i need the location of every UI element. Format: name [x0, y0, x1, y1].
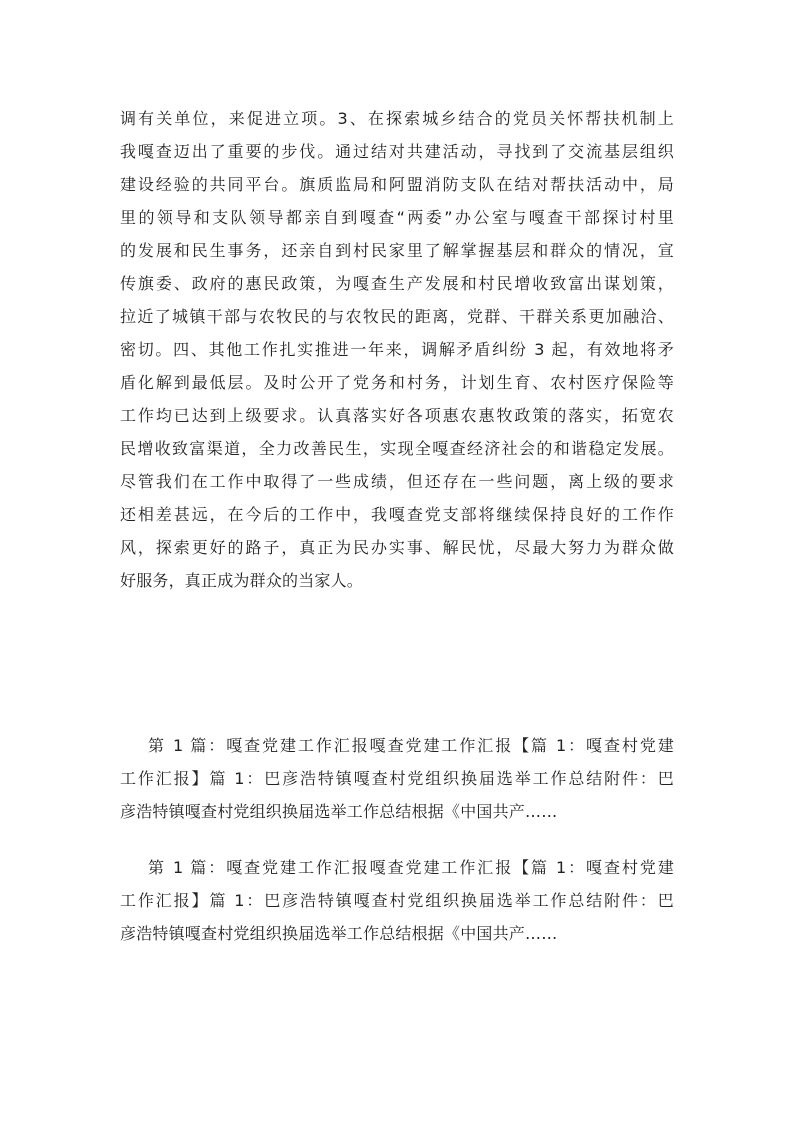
text-line: 好服务，真正成为群众的当家人。 [120, 571, 364, 590]
text-line: 调有关单位，来促进立项。3、在探索城乡结合的党员关怀帮扶机制上 [120, 109, 674, 128]
text-line: 我嘎查迈出了重要的步伐。通过结对共建活动，寻找到了交流基层组织 [120, 142, 674, 161]
excerpt-paragraph [120, 729, 674, 828]
text-line: 彦浩特镇嘎查村党组织换届选举工作总结根据《中国共产…… [120, 802, 558, 821]
text-line: 风，探索更好的路子，真正为民办实事、解民忧，尽最大努力为群众做 [120, 538, 674, 557]
text-line: 密切。四、其他工作扎实推进一年来，调解矛盾纠纷 3 起，有效地将矛 [120, 340, 674, 359]
text-line: 彦浩特镇嘎查村党组织换届选举工作总结根据《中国共产…… [120, 924, 558, 943]
text-line: 工作汇报】篇 1：巴彦浩特镇嘎查村党组织换届选举工作总结附件：巴 [120, 891, 674, 910]
text-line: 拉近了城镇干部与农牧民的与农牧民的距离，党群、干群关系更加融洽、 [120, 307, 674, 326]
text-line: 传旗委、政府的惠民政策，为嘎查生产发展和村民增收致富出谋划策， [120, 274, 674, 293]
body-paragraph [120, 102, 674, 597]
text-line: 盾化解到最低层。及时公开了党务和村务，计划生育、农村医疗保险等 [120, 373, 674, 392]
text-line: 建设经验的共同平台。旗质监局和阿盟消防支队在结对帮扶活动中，局 [120, 175, 674, 194]
text-line: 第 1 篇：嘎查党建工作汇报嘎查党建工作汇报【篇 1：嘎查村党建 [148, 858, 674, 877]
text-line: 民增收致富渠道，全力改善民生，实现全嘎查经济社会的和谐稳定发展。 [120, 439, 674, 458]
text-line: 里的领导和支队领导都亲自到嘎查“两委”办公室与嘎查干部探讨村里 [120, 208, 674, 227]
text-line: 第 1 篇：嘎查党建工作汇报嘎查党建工作汇报【篇 1：嘎查村党建 [148, 736, 674, 755]
text-line: 工作均已达到上级要求。认真落实好各项惠农惠牧政策的落实，拓宽农 [120, 406, 674, 425]
text-line: 还相差甚远，在今后的工作中，我嘎查党支部将继续保持良好的工作作 [120, 505, 674, 524]
text-line: 的发展和民生事务，还亲自到村民家里了解掌握基层和群众的情况，宣 [120, 241, 674, 260]
text-line: 尽管我们在工作中取得了一些成绩，但还存在一些问题，离上级的要求 [120, 472, 674, 491]
text-line: 工作汇报】篇 1：巴彦浩特镇嘎查村党组织换届选举工作总结附件：巴 [120, 769, 674, 788]
excerpt-paragraph [120, 851, 674, 950]
